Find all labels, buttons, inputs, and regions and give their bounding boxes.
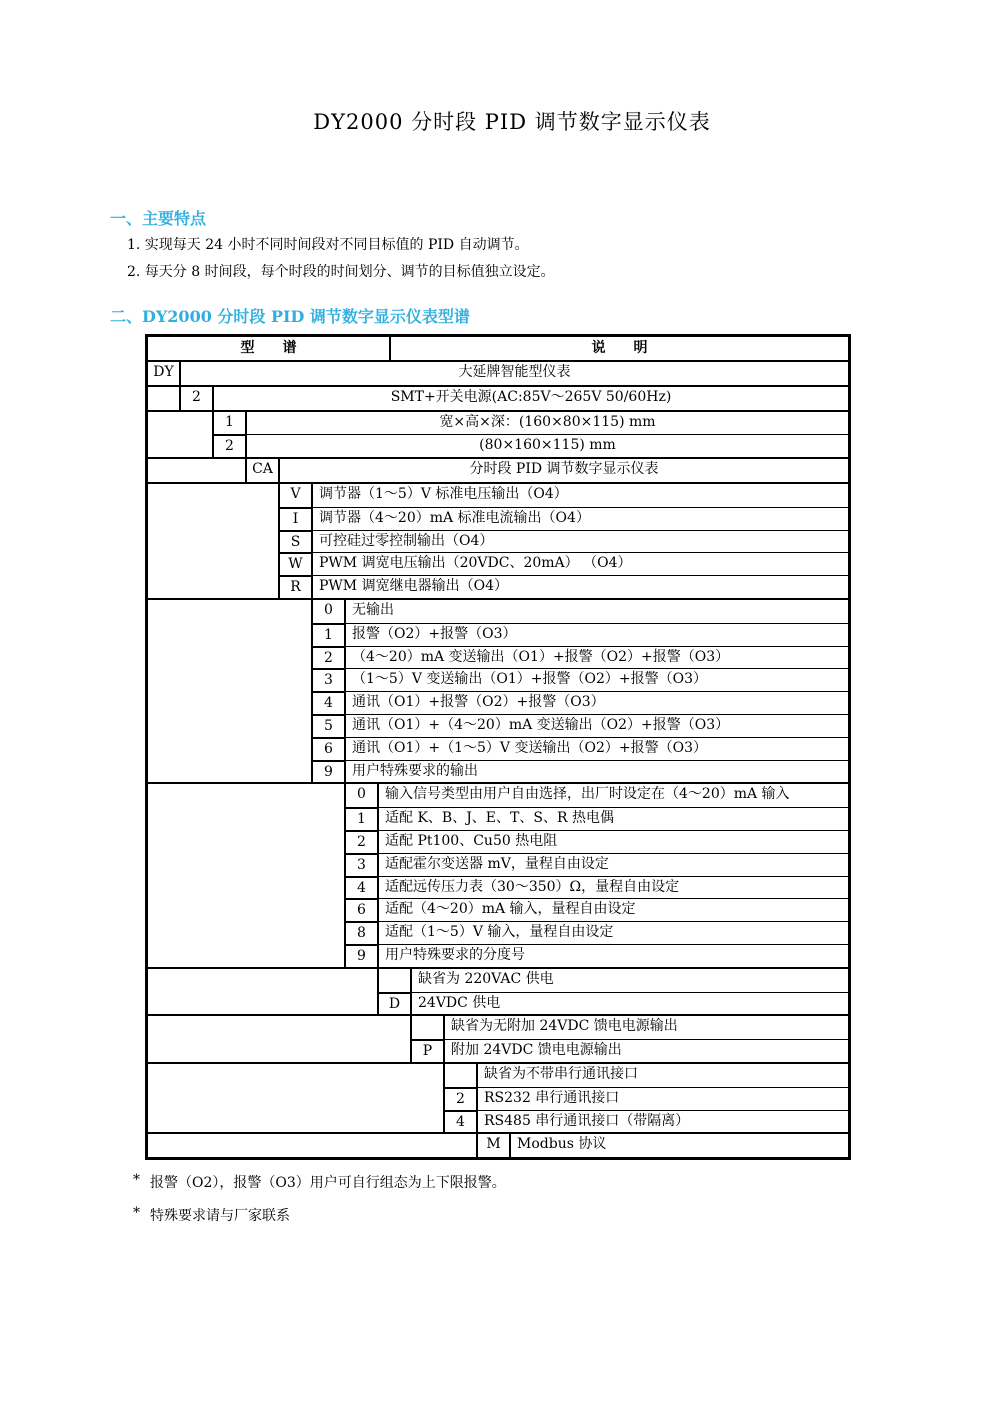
table-row (379, 969, 848, 992)
model-description-cell: 通讯（O1）+报警（O2）+报警（O3） (346, 691, 848, 714)
table-row (313, 691, 848, 714)
table-row (346, 853, 848, 876)
model-table-group (148, 1014, 848, 1062)
model-code-cell: 1 (214, 412, 247, 435)
model-code-cell: 2 (445, 1087, 478, 1110)
model-description-cell: 适配 Pt100、Cu50 热电阻 (379, 830, 848, 853)
model-code-cell: DY (148, 362, 181, 385)
model-code-cell (379, 969, 412, 992)
model-code-cell: M (478, 1134, 511, 1157)
table-row (313, 760, 848, 783)
table-row (313, 714, 848, 737)
model-group-rows (313, 600, 848, 782)
feature-item-1: 1. 实现每天 24 小时不同时间段对不同目标值的 PID 自动调节。 (127, 237, 529, 253)
table-row (214, 412, 848, 435)
model-description-cell: 适配霍尔变送器 mV，量程自由设定 (379, 853, 848, 876)
table-row (346, 830, 848, 853)
model-table-group (148, 410, 848, 458)
model-code-cell: I (280, 507, 313, 530)
table-row (313, 623, 848, 646)
model-description-cell: 大延牌智能型仪表 (458, 364, 571, 380)
table-row (445, 1110, 848, 1133)
model-description-cell: (80×160×115) mm (247, 434, 848, 457)
model-spectrum-table (145, 334, 851, 1160)
model-code-cell (412, 1016, 445, 1039)
asterisk-marker: * (133, 1172, 140, 1188)
model-description-cell: SMT+开关电源(AC:85V～265V 50/60Hz) (390, 388, 672, 405)
model-code-cell: 0 (346, 784, 379, 807)
model-description-cell: RS485 串行通讯接口（带隔离） (478, 1110, 848, 1133)
model-code-cell: CA (247, 459, 280, 482)
model-code-cell: P (412, 1039, 445, 1062)
table-row (346, 921, 848, 944)
feature-item-2: 2. 每天分 8 时间段，每个时段的时间划分、调节的目标值独立设定。 (127, 264, 555, 280)
model-description-cell: 可控硅过零控制输出（O4） (313, 530, 848, 553)
model-table-group (148, 1132, 848, 1157)
model-code-cell: 9 (346, 944, 379, 967)
model-code-cell: 8 (346, 921, 379, 944)
table-row (346, 876, 848, 899)
model-table-group (148, 457, 848, 482)
model-group-rows (478, 1134, 848, 1157)
section-heading-features: 一、主要特点 (110, 209, 207, 228)
model-code-cell: S (280, 530, 313, 553)
model-code-cell: 4 (346, 876, 379, 899)
model-description-cell: 24VDC 供电 (412, 992, 848, 1015)
table-row (346, 898, 848, 921)
model-code-cell: D (379, 992, 412, 1015)
model-table-group (148, 967, 848, 1015)
model-description-cell: 适配（4～20）mA 输入，量程自由设定 (379, 898, 848, 921)
table-row (478, 1134, 848, 1157)
model-group-rows (247, 459, 848, 482)
model-group-rows (181, 387, 848, 410)
model-code-cell: 4 (313, 691, 346, 714)
model-table-group (148, 362, 848, 385)
model-description-cell: PWM 调宽电压输出（20VDC、20mA） （O4） (313, 552, 848, 575)
table-row (412, 1016, 848, 1039)
model-description-cell: 无输出 (352, 601, 394, 618)
model-group-rows (280, 484, 848, 598)
table-row (346, 807, 848, 830)
model-code-cell: 3 (346, 853, 379, 876)
model-description-cell: 附加 24VDC 馈电电源输出 (445, 1039, 848, 1062)
model-description-cell: 输入信号类型由用户自由选择，出厂时设定在（4～20）mA 输入 (385, 786, 790, 803)
asterisk-marker: * (133, 1205, 140, 1221)
model-description-cell: 缺省为无附加 24VDC 馈电电源输出 (451, 1018, 678, 1035)
model-code-cell: 1 (313, 623, 346, 646)
model-group-rows (412, 1016, 848, 1062)
model-code-cell: 3 (313, 668, 346, 691)
model-description-cell: RS232 串行通讯接口 (478, 1087, 848, 1110)
model-description-cell: 宽×高×深：(160×80×115) mm (439, 413, 656, 430)
model-description-cell: 调节器（1～5）V 标准电压输出（O4） (319, 485, 568, 502)
table-row (313, 737, 848, 760)
model-description-cell: 通讯（O1）+（1～5）V 变送输出（O2）+报警（O3） (346, 737, 848, 760)
table-row (346, 944, 848, 967)
model-description-cell: 调节器（4～20）mA 标准电流输出（O4） (313, 507, 848, 530)
footnote-alarm-note (133, 1172, 506, 1192)
model-table-group (148, 782, 848, 966)
table-row (280, 484, 848, 507)
table-header-model-column: 型 谱 (148, 337, 391, 360)
table-header-row (148, 337, 848, 362)
model-prefix-span-cell (148, 459, 247, 482)
model-code-cell: 0 (313, 600, 346, 623)
model-prefix-span-cell (148, 784, 346, 966)
model-code-cell: V (280, 484, 313, 507)
table-row (181, 387, 848, 410)
model-prefix-span-cell (148, 1064, 445, 1132)
model-prefix-span-cell (148, 1134, 478, 1157)
table-row (148, 362, 848, 385)
model-description-cell: 适配（1～5）V 输入，量程自由设定 (379, 921, 848, 944)
model-code-cell: 5 (313, 714, 346, 737)
table-row (280, 575, 848, 598)
model-description-cell: 缺省为不带串行通讯接口 (484, 1065, 638, 1082)
table-row (313, 600, 848, 623)
table-row (214, 434, 848, 457)
model-prefix-span-cell (148, 600, 313, 782)
model-code-cell: 6 (346, 898, 379, 921)
model-prefix-span-cell (148, 484, 280, 598)
model-prefix-span-cell (148, 1016, 412, 1062)
table-row (247, 459, 848, 482)
model-table-group (148, 482, 848, 598)
document-title: DY2000 分时段 PID 调节数字显示仪表 (313, 110, 711, 134)
footnote-contact-note (133, 1205, 290, 1225)
model-group-rows (346, 784, 848, 966)
section-heading-spectrum: 二、DY2000 分时段 PID 调节数字显示仪表型谱 (110, 307, 470, 326)
model-group-rows (379, 969, 848, 1015)
table-row (280, 552, 848, 575)
model-prefix-span-cell (148, 969, 379, 1015)
table-body (148, 362, 848, 1157)
model-code-cell: 2 (214, 434, 247, 457)
model-description-cell: 用户特殊要求的输出 (346, 760, 848, 783)
model-description-cell: PWM 调宽继电器输出（O4） (313, 575, 848, 598)
table-row (412, 1039, 848, 1062)
table-row (313, 646, 848, 669)
table-row (313, 668, 848, 691)
model-description-cell: 适配远传压力表（30～350）Ω，量程自由设定 (379, 876, 848, 899)
model-code-cell: 6 (313, 737, 346, 760)
model-description-cell: 报警（O2）+报警（O3） (346, 623, 848, 646)
table-header-description-column: 说 明 (591, 340, 648, 356)
model-description-cell: 用户特殊要求的分度号 (379, 944, 848, 967)
model-description-cell: 缺省为 220VAC 供电 (418, 970, 554, 987)
model-code-cell: 2 (181, 387, 214, 410)
model-code-cell: 2 (313, 646, 346, 669)
model-description-cell: Modbus 协议 (517, 1136, 607, 1153)
model-description-cell: 适配 K、B、J、E、T、S、R 热电偶 (379, 807, 848, 830)
model-table-group (148, 1062, 848, 1132)
footnote-text: 特殊要求请与厂家联系 (150, 1208, 290, 1224)
model-code-cell: R (280, 575, 313, 598)
model-code-cell: W (280, 552, 313, 575)
model-description-cell: （1～5）V 变送输出（O1）+报警（O2）+报警（O3） (346, 668, 848, 691)
table-row (379, 992, 848, 1015)
table-row (346, 784, 848, 807)
model-description-cell: 通讯（O1）+（4～20）mA 变送输出（O2）+报警（O3） (346, 714, 848, 737)
model-prefix-span-cell (148, 412, 214, 458)
model-code-cell (445, 1064, 478, 1087)
model-group-rows (148, 362, 848, 385)
model-code-cell: 4 (445, 1110, 478, 1133)
model-prefix-span-cell (148, 387, 181, 410)
model-code-cell: 1 (346, 807, 379, 830)
model-group-rows (214, 412, 848, 458)
table-row (445, 1064, 848, 1087)
model-description-cell: 分时段 PID 调节数字显示仪表 (469, 461, 659, 478)
table-row (280, 530, 848, 553)
model-group-rows (445, 1064, 848, 1132)
model-table-group (148, 385, 848, 410)
table-row (445, 1087, 848, 1110)
model-code-cell: 9 (313, 760, 346, 783)
table-row (280, 507, 848, 530)
footnote-text: 报警（O2），报警（O3）用户可自行组态为上下限报警。 (150, 1175, 506, 1191)
model-description-cell: （4～20）mA 变送输出（O1）+报警（O2）+报警（O3） (346, 646, 848, 669)
model-code-cell: 2 (346, 830, 379, 853)
model-table-group (148, 598, 848, 782)
